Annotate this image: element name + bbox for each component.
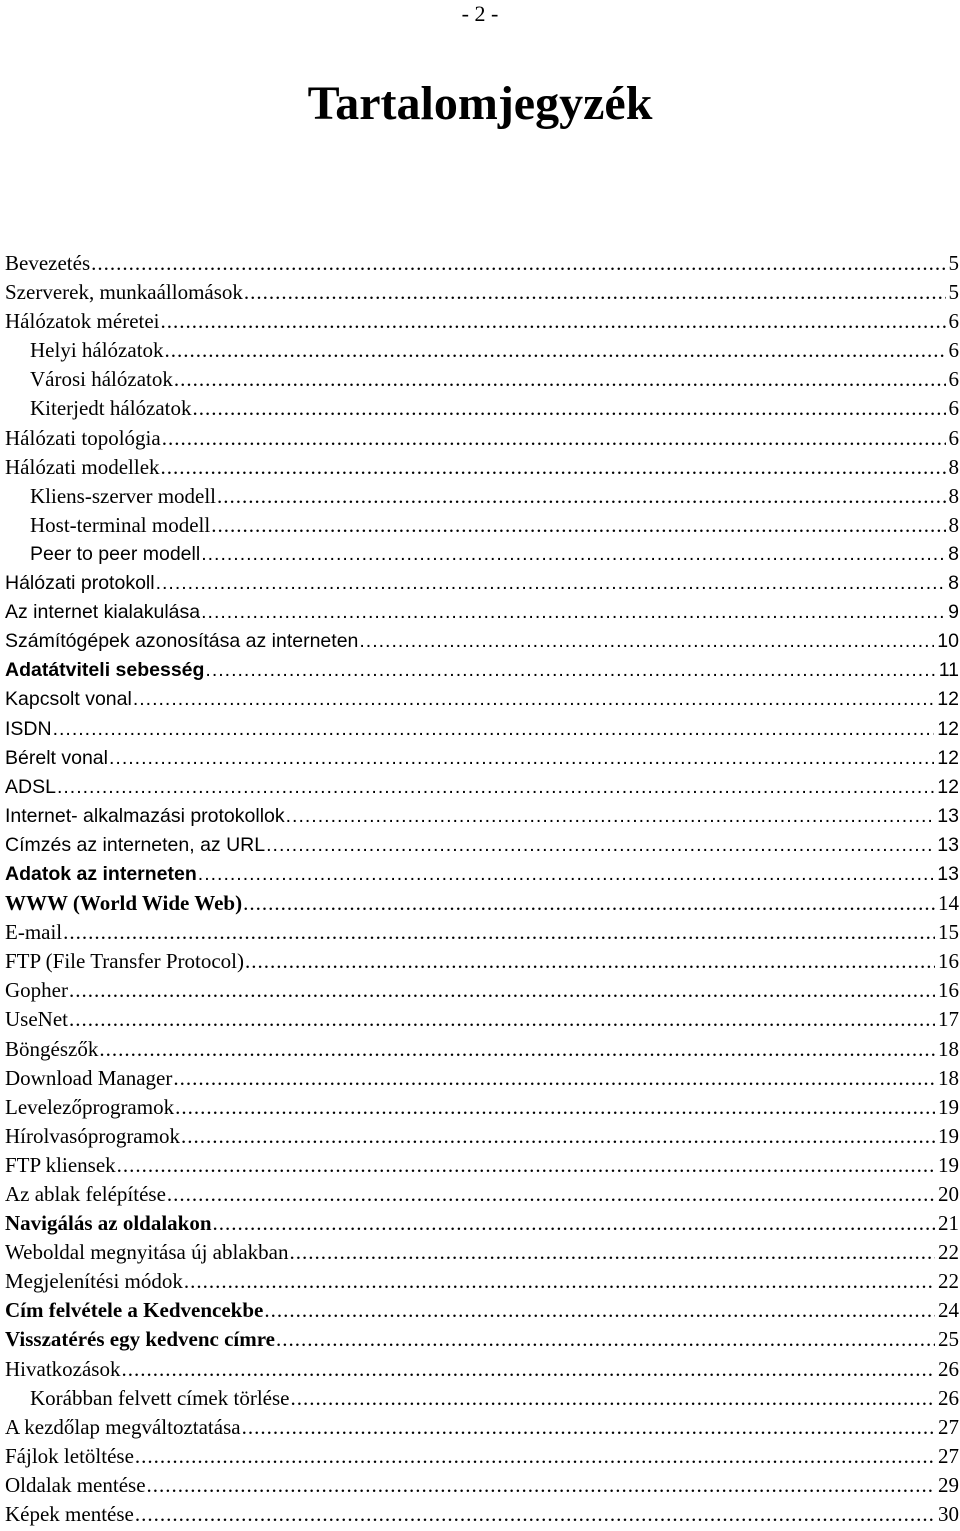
toc-entry-label: Fájlok letöltése [5,1443,134,1468]
toc-entry-label: UseNet [5,1007,68,1032]
toc-dot-leader [173,1064,935,1093]
toc-entry[interactable] [5,394,959,423]
toc-entry[interactable] [5,1384,959,1413]
toc-entry-page-number: 5 [948,280,959,305]
toc-entry-label: Kiterjedt hálózatok [30,396,192,421]
toc-dot-leader [53,715,935,744]
toc-dot-leader [213,1209,935,1238]
toc-entry-page-number: 27 [938,1414,959,1439]
toc-entry[interactable] [5,627,959,656]
toc-dot-leader [135,1500,935,1529]
toc-dot-leader [201,540,945,569]
toc-entry-label: Adatok az interneten [5,862,197,885]
toc-entry-label: Bérelt vonal [5,746,108,769]
toc-entry-page-number: 16 [938,978,959,1003]
toc-entry-label: Levelezőprogramok [5,1094,175,1119]
table-of-contents [5,249,959,1529]
toc-entry-label: Képek mentése [5,1502,134,1527]
toc-entry-label: Adatátviteli sebesség [5,659,205,682]
toc-entry-page-number: 13 [937,862,959,885]
toc-entry-page-number: 8 [948,483,959,508]
toc-dot-leader [201,598,945,627]
toc-entry-label: Visszatérés egy kedvenc címre [5,1327,275,1352]
toc-entry-page-number: 19 [938,1094,959,1119]
toc-dot-leader [147,1471,935,1500]
toc-entry-label: Host-terminal modell [30,512,211,537]
toc-entry-page-number: 12 [937,688,959,711]
toc-dot-leader [57,773,934,802]
toc-entry[interactable] [5,1064,959,1093]
toc-entry-label: Városi hálózatok [30,367,173,392]
toc-entry-page-number: 12 [937,746,959,769]
toc-entry-label: Korábban felvett címek törlése [30,1385,290,1410]
toc-entry[interactable] [5,685,959,714]
toc-entry-label: Címzés az interneten, az URL [5,833,266,856]
toc-dot-leader [245,947,935,976]
toc-entry-label: Hírolvasóprogramok [5,1123,180,1148]
toc-dot-leader [359,627,934,656]
toc-entry[interactable] [5,307,959,336]
toc-entry[interactable] [5,831,959,860]
toc-entry[interactable] [5,482,959,511]
toc-entry[interactable] [5,860,959,889]
toc-entry[interactable] [5,278,959,307]
toc-entry-label: Számítógépek azonosítása az interneten [5,630,359,653]
toc-entry-page-number: 5 [948,251,959,275]
toc-entry[interactable] [5,1093,959,1122]
toc-dot-leader [205,656,935,685]
toc-entry[interactable] [5,1355,959,1384]
toc-entry[interactable] [5,744,959,773]
toc-dot-leader [135,1442,935,1471]
toc-entry-label: Kliens-szerver modell [30,483,217,508]
toc-entry-page-number: 15 [938,920,959,945]
page-number: - 2 - [461,1,499,26]
toc-entry[interactable] [5,1005,959,1034]
toc-entry[interactable] [5,976,959,1005]
toc-entry[interactable] [5,656,959,685]
toc-entry-page-number: 22 [938,1269,959,1294]
toc-entry-page-number: 6 [948,367,959,392]
toc-dot-leader [161,453,946,482]
toc-entry-page-number: 20 [938,1182,959,1206]
toc-entry[interactable] [5,365,959,394]
toc-entry-label: Bevezetés [5,251,91,275]
toc-entry-page-number: 11 [938,659,959,682]
toc-entry-label: Cím felvétele a Kedvencekbe [5,1298,264,1323]
toc-entry-page-number: 26 [938,1385,959,1410]
toc-entry[interactable] [5,1442,959,1471]
toc-dot-leader [91,249,945,278]
toc-entry[interactable] [5,453,959,482]
toc-entry-page-number: 6 [948,338,959,363]
toc-dot-leader [184,1267,935,1296]
toc-entry-page-number: 8 [948,542,959,565]
toc-entry[interactable] [5,1180,959,1209]
toc-entry[interactable] [5,889,959,918]
toc-entry[interactable] [5,336,959,365]
toc-dot-leader [243,889,935,918]
toc-dot-leader [121,1355,935,1384]
toc-entry-label: A kezdőlap megváltoztatása [5,1414,241,1439]
toc-dot-leader [266,831,934,860]
toc-dot-leader [117,1151,935,1180]
toc-entry-page-number: 21 [938,1211,959,1236]
toc-dot-leader [161,307,946,336]
toc-entry-page-number: 27 [938,1443,959,1468]
toc-dot-leader [167,1180,935,1209]
toc-entry-label: Gopher [5,978,68,1003]
toc-dot-leader [109,744,934,773]
toc-entry-label: Hálózati topológia [5,425,161,450]
toc-entry-label: Az ablak felépítése [5,1182,166,1206]
toc-entry-page-number: 30 [938,1502,959,1527]
toc-entry-label: FTP (File Transfer Protocol) [5,949,244,974]
toc-entry-page-number: 16 [938,949,959,974]
toc-entry-page-number: 22 [938,1240,959,1265]
toc-entry[interactable] [5,1209,959,1238]
toc-entry[interactable] [5,1413,959,1442]
toc-entry[interactable] [5,773,959,802]
toc-entry-page-number: 25 [938,1327,959,1352]
toc-entry[interactable] [5,1035,959,1064]
toc-entry-page-number: 8 [948,454,959,479]
toc-entry-label: WWW (World Wide Web) [5,891,243,916]
toc-dot-leader [69,976,935,1005]
toc-entry[interactable] [5,511,959,540]
toc-entry[interactable] [5,802,959,831]
toc-entry-label: Megjelenítési módok [5,1269,183,1294]
toc-entry-label: Helyi hálózatok [30,338,164,363]
toc-entry[interactable] [5,918,959,947]
toc-entry[interactable] [5,1471,959,1500]
toc-entry-page-number: 13 [937,804,959,827]
toc-dot-leader [211,511,945,540]
toc-entry[interactable] [5,1238,959,1267]
toc-dot-leader [162,424,946,453]
toc-dot-leader [290,1384,935,1413]
toc-entry-label: Internet- alkalmazási protokollok [5,804,285,827]
toc-dot-leader [193,394,946,423]
toc-entry-label: Oldalak mentése [5,1472,146,1497]
toc-entry-label: ISDN [5,717,52,740]
toc-entry[interactable] [5,569,959,598]
toc-dot-leader [174,365,946,394]
toc-entry-page-number: 13 [937,833,959,856]
toc-dot-leader [286,802,935,831]
toc-dot-leader [264,1296,935,1325]
toc-entry[interactable] [5,598,959,627]
toc-dot-leader [99,1035,935,1064]
toc-entry[interactable] [5,1122,959,1151]
toc-dot-leader [217,482,945,511]
toc-entry-page-number: 6 [948,309,959,334]
toc-entry-page-number: 8 [948,572,959,595]
toc-entry-label: Böngészők [5,1036,99,1061]
toc-entry-label: Hálózati protokoll [5,572,155,595]
toc-entry-page-number: 6 [948,396,959,421]
toc-dot-leader [244,278,946,307]
toc-entry-page-number: 9 [948,601,959,624]
toc-dot-leader [156,569,946,598]
page-title: Tartalomjegyzék [307,77,653,130]
toc-dot-leader [242,1413,935,1442]
toc-entry-label: Hálózatok méretei [5,309,160,334]
toc-dot-leader [69,1005,935,1034]
toc-entry-label: Download Manager [5,1065,173,1090]
toc-entry-page-number: 18 [938,1065,959,1090]
toc-entry-page-number: 8 [948,512,959,537]
toc-entry[interactable] [5,1296,959,1325]
toc-entry-label: Hivatkozások [5,1356,121,1381]
toc-dot-leader [175,1093,935,1122]
toc-entry-page-number: 17 [938,1007,959,1032]
toc-entry[interactable] [5,249,959,278]
toc-entry-label: Hálózati modellek [5,454,160,479]
toc-entry-label: E-mail [5,920,63,945]
toc-entry-page-number: 14 [938,891,959,916]
toc-entry[interactable] [5,1325,959,1354]
toc-dot-leader [63,918,935,947]
toc-entry[interactable] [5,715,959,744]
toc-entry-page-number: 6 [948,425,959,450]
toc-dot-leader [133,685,934,714]
toc-dot-leader [198,860,935,889]
toc-entry-page-number: 24 [938,1298,959,1323]
toc-entry-page-number: 12 [937,775,959,798]
toc-entry-page-number: 18 [938,1036,959,1061]
toc-entry[interactable] [5,540,959,569]
toc-entry-page-number: 26 [938,1356,959,1381]
toc-entry-label: Kapcsolt vonal [5,688,132,711]
toc-entry[interactable] [5,424,959,453]
toc-dot-leader [165,336,946,365]
toc-entry-label: Az internet kialakulása [5,601,201,624]
toc-entry-page-number: 10 [937,630,959,653]
toc-dot-leader [276,1325,935,1354]
toc-entry-label: Peer to peer modell [30,542,201,565]
toc-entry-label: FTP kliensek [5,1152,116,1177]
toc-entry[interactable] [5,1500,959,1529]
toc-entry-page-number: 12 [937,717,959,740]
toc-entry-page-number: 19 [938,1123,959,1148]
toc-entry-label: Navigálás az oldalakon [5,1211,212,1236]
toc-entry-page-number: 29 [938,1472,959,1497]
toc-dot-leader [181,1122,935,1151]
toc-entry[interactable] [5,1267,959,1296]
toc-entry-label: ADSL [5,775,56,798]
toc-entry[interactable] [5,1151,959,1180]
toc-dot-leader [289,1238,935,1267]
toc-entry-label: Weboldal megnyitása új ablakban [5,1240,289,1265]
toc-entry-label: Szerverek, munkaállomások [5,280,243,305]
toc-entry[interactable] [5,947,959,976]
toc-entry-page-number: 19 [938,1152,959,1177]
